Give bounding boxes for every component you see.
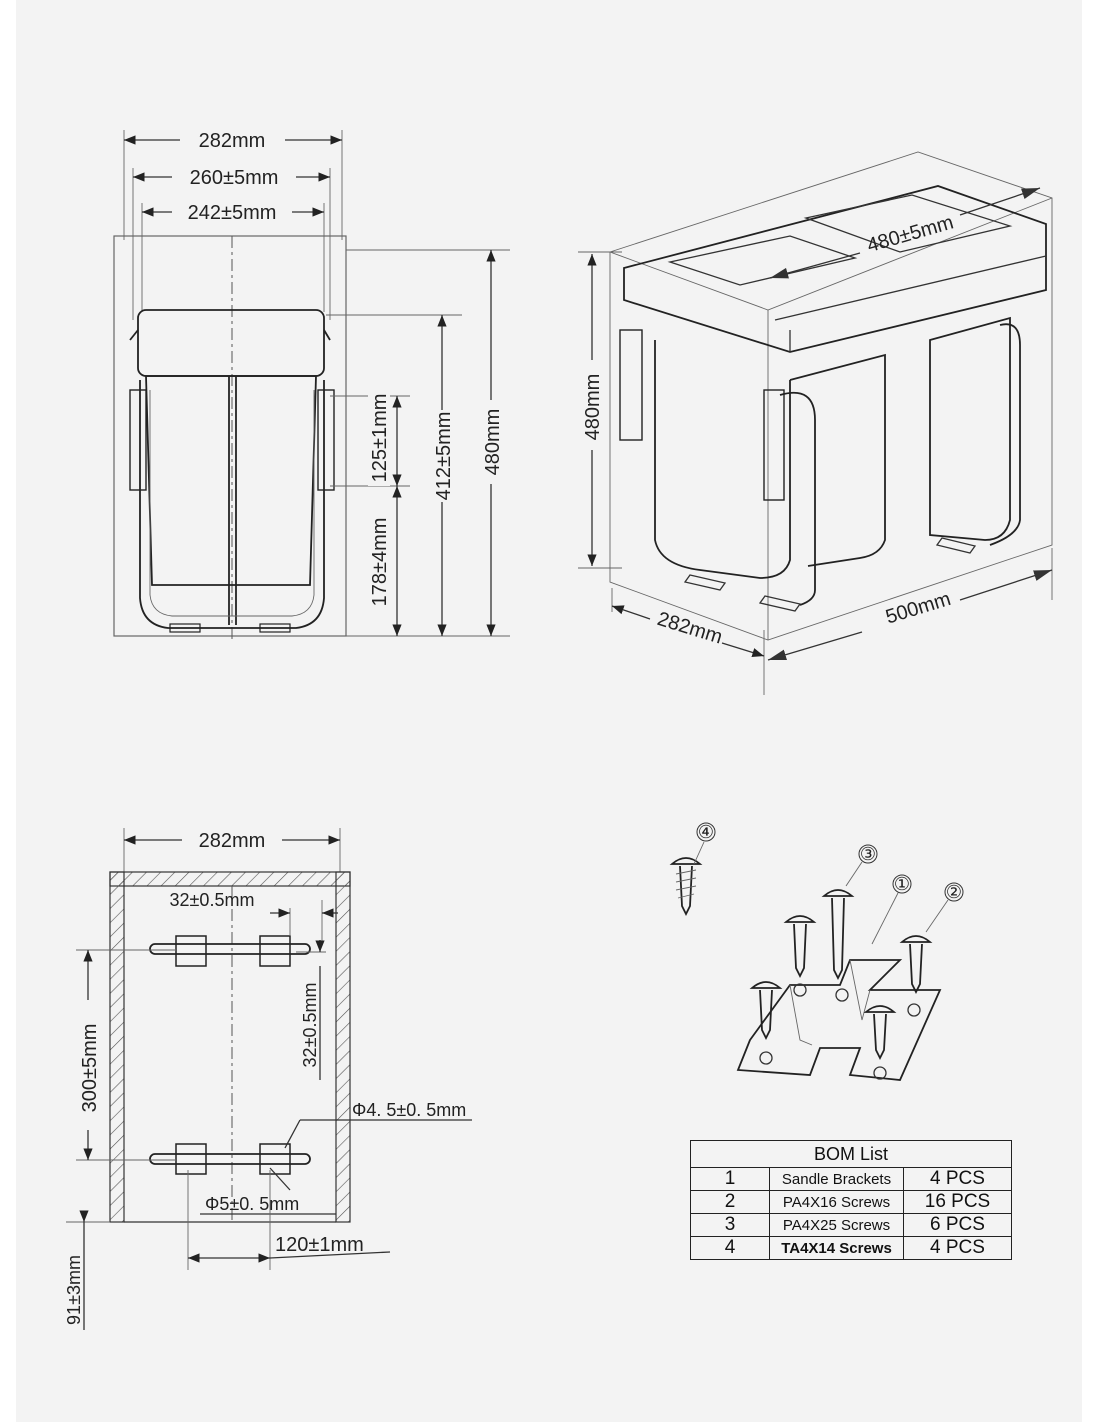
bom-desc: PA4X16 Screws [770,1191,904,1214]
bom-title: BOM List [691,1141,1012,1168]
inst-dim-vertical-spacing: 32±0.5mm [300,982,320,1068]
bom-qty: 6 PCS [904,1214,1012,1237]
install-view [64,828,472,1330]
bom-no: 2 [691,1191,770,1214]
bom-no: 4 [691,1237,770,1260]
callout-2: ② [945,882,963,902]
bin-body [146,376,316,585]
dim-h-bracket: 125±1mm [369,393,391,483]
bom-qty: 4 PCS [904,1237,1012,1260]
inst-dim-bracket-spacing: 32±0.5mm [169,890,255,910]
bom-row [691,1191,1012,1214]
callout-1: ① [893,874,911,894]
bom-no: 3 [691,1214,770,1237]
callout-3: ③ [859,844,877,864]
dim-h-total: 480mm [482,408,504,476]
bom-row [691,1168,1012,1191]
inst-hole-small: Φ4. 5±0. 5mm [352,1100,467,1120]
inst-hole-large: Φ5±0. 5mm [205,1194,300,1214]
inst-dim-width: 282mm [198,830,266,852]
iso-dim-width: 282mm [654,607,725,649]
bom-no: 1 [691,1168,770,1191]
bom-desc: PA4X25 Screws [770,1214,904,1237]
iso-dim-height: 480mm [582,373,604,441]
iso-view [578,152,1052,695]
front-view [114,130,510,640]
iso-dim-depth: 500mm [883,587,954,629]
inst-dim-offset: 120±1mm [275,1234,364,1256]
bom-qty: 16 PCS [904,1191,1012,1214]
bom-desc: Sandle Brackets [770,1168,904,1191]
bom-table [690,1140,1012,1260]
bom-desc: TA4X14 Screws [770,1237,904,1260]
iso-dim-top-depth: 480±5mm [864,211,957,258]
bom-row [691,1237,1012,1260]
dim-h-lower: 178±4mm [369,517,391,607]
cabinet-outline [114,236,346,636]
hardware-illustration [672,822,963,1080]
bom-row [691,1214,1012,1237]
dim-width-mid: 260±5mm [189,167,279,189]
bin-lid [138,310,324,376]
callout-4: ④ [697,822,715,842]
dim-width-outer: 282mm [198,130,266,152]
dim-h-bin: 412±5mm [433,411,455,501]
inst-dim-bottom: 91±3mm [64,1255,84,1325]
inst-dim-rail-spacing: 300±5mm [79,1023,101,1113]
bom-qty: 4 PCS [904,1168,1012,1191]
dim-width-inner: 242±5mm [187,202,277,224]
